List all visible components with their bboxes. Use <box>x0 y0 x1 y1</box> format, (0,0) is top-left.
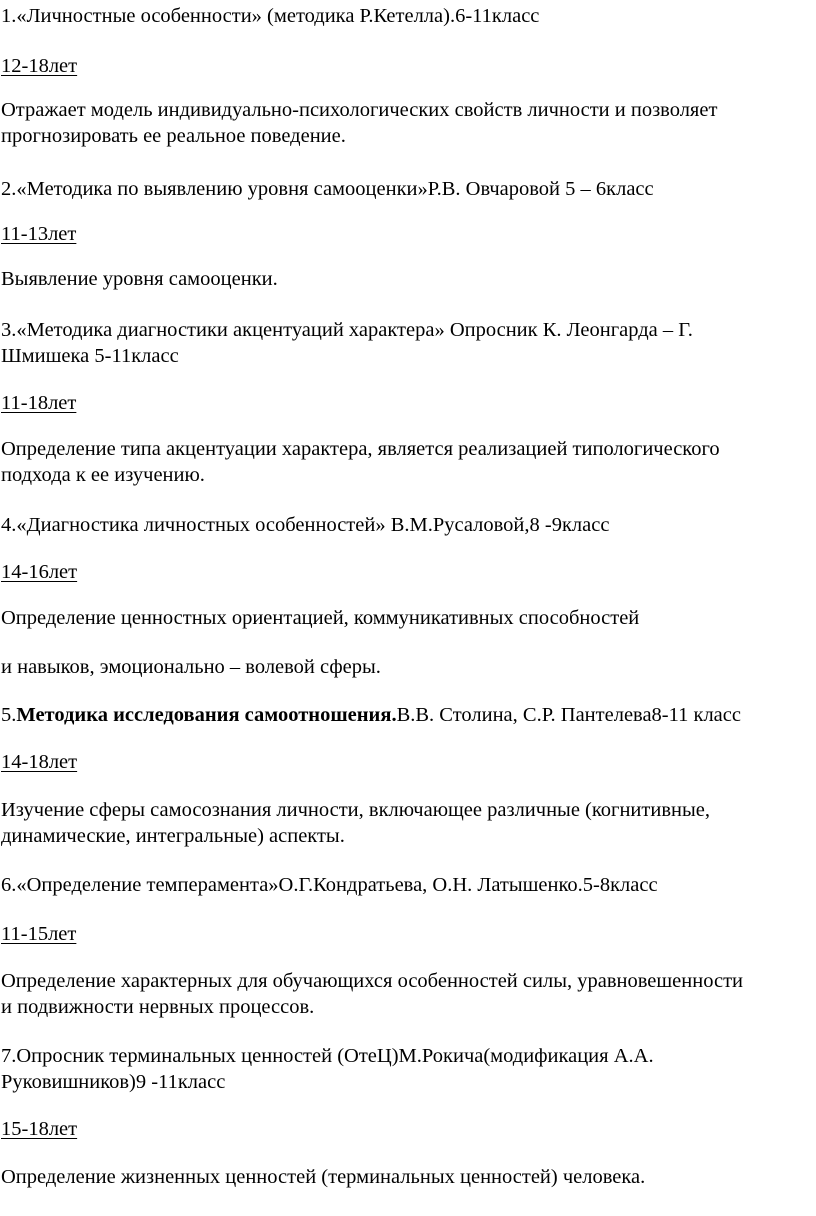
item-5-title-suffix: В.В. Столина, С.Р. Пантелева8-11 класс <box>396 704 741 726</box>
item-5-description: динамические, интегральные) аспекты. <box>1 825 345 847</box>
item-1-age: 12-18лет <box>1 55 78 77</box>
item-2-age: 11-13лет <box>1 223 77 245</box>
item-6-description: и подвижности нервных процессов. <box>1 996 315 1018</box>
item-4-title: 4.«Диагностика личностных особенностей» В.М.Русаловой,8 -9класс <box>1 514 610 536</box>
item-4-description-extra: и навыков, эмоционально – волевой сферы. <box>1 656 381 678</box>
item-6-age: 11-15лет <box>1 923 77 945</box>
item-6-title: 6.«Определение темперамента»О.Г.Кондратьева, О.Н. Латышенко.5-8класс <box>1 874 658 896</box>
item-1-description: Отражает модель индивидуально-психологических свойств личности и позволяет <box>1 99 718 121</box>
item-7-age: 15-18лет <box>1 1118 78 1140</box>
item-1-description: прогнозировать ее реальное поведение. <box>1 125 346 147</box>
item-4-age: 14-16лет <box>1 561 78 583</box>
item-2-title: 2.«Методика по выявлению уровня самооценки»Р.В. Овчаровой 5 – 6класс <box>1 178 654 200</box>
item-5-title-prefix: 5. <box>1 704 17 726</box>
item-7-title: Руковишников)9 -11класс <box>1 1071 226 1093</box>
item-5-title-bold: Методика исследования самоотношения. <box>16 704 397 726</box>
item-3-description: подхода к ее изучению. <box>1 464 205 486</box>
item-5-age: 14-18лет <box>1 751 78 773</box>
item-5-title <box>1 703 741 727</box>
item-3-description: Определение типа акцентуации характера, является реализацией типологического <box>1 438 720 460</box>
item-4-description: Определение ценностных ориентацией, коммуникативных способностей <box>1 607 640 629</box>
item-3-age: 11-18лет <box>1 392 77 414</box>
item-3-title: 3.«Методика диагностики акцентуаций характера» Опросник К. Леонгарда – Г. <box>1 319 693 341</box>
item-2-description: Выявление уровня самооценки. <box>1 268 278 290</box>
item-7-title: 7.Опросник терминальных ценностей (ОтеЦ)М.Рокича(модификация А.А. <box>1 1045 654 1067</box>
item-6-description: Определение характерных для обучающихся особенностей силы, уравновешенности <box>1 970 743 992</box>
item-5-description: Изучение сферы самосознания личности, включающее различные (когнитивные, <box>1 799 710 821</box>
item-7-description: Определение жизненных ценностей (терминальных ценностей) человека. <box>1 1166 646 1188</box>
item-3-title: Шмишека 5-11класс <box>1 345 179 367</box>
item-1-title: 1.«Личностные особенности» (методика Р.Кетелла).6-11класс <box>1 5 540 27</box>
